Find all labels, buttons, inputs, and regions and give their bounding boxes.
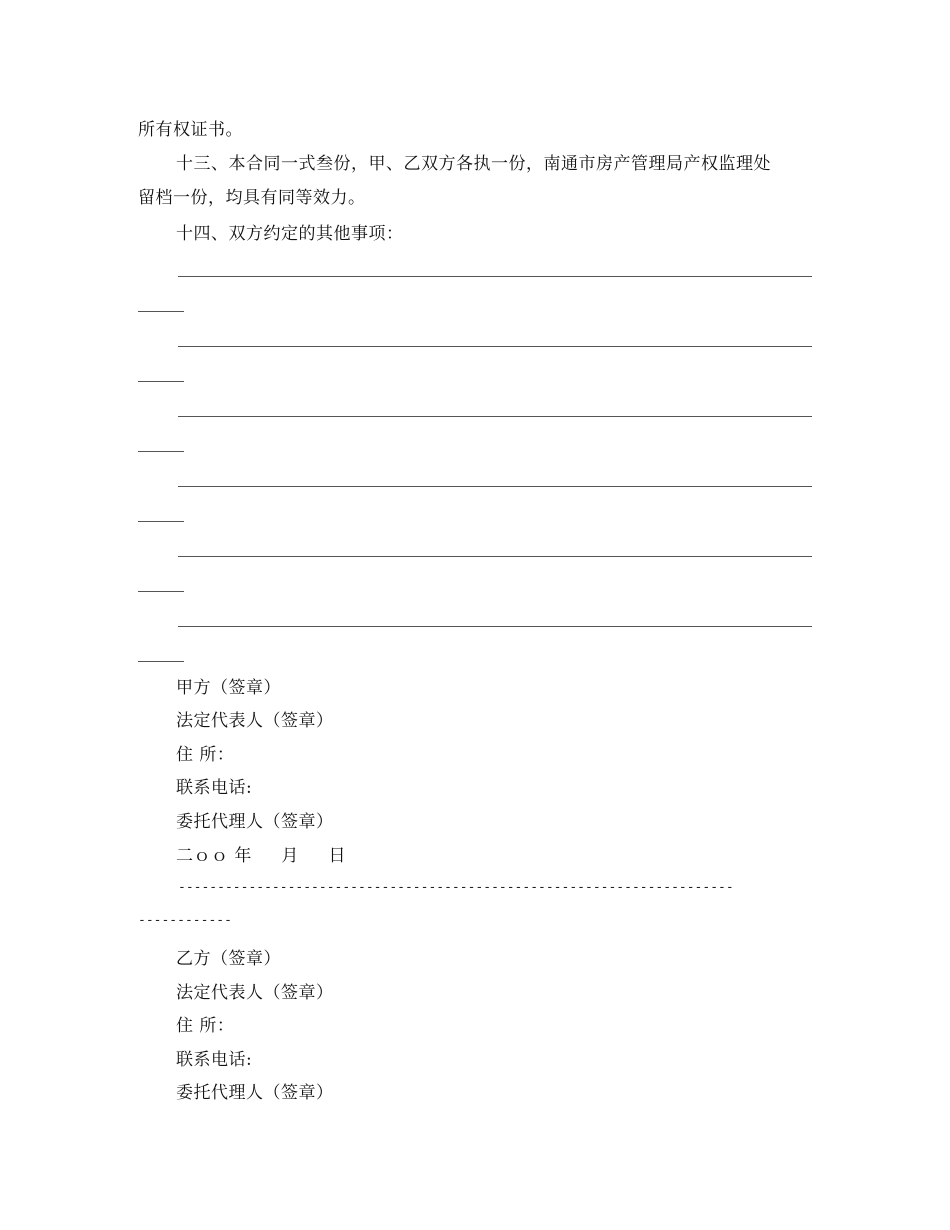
blank-line-continuation	[138, 311, 184, 312]
party-a-date: 二ｏｏ 年 月 日	[176, 846, 346, 866]
blank-line-continuation	[138, 451, 184, 452]
separator-dashes-line-1: -----------------------------------------------------------------------	[178, 880, 734, 895]
blank-line-continuation	[138, 661, 184, 662]
party-a-label: 甲方（签章）	[176, 678, 281, 698]
party-b-agent: 委托代理人（签章）	[176, 1083, 334, 1103]
blank-line-continuation	[138, 381, 184, 382]
party-a-agent: 委托代理人（签章）	[176, 812, 334, 832]
separator-dashes-line-2: ------------	[138, 913, 232, 928]
clause-13-line-2: 留档一份，均具有同等效力。	[138, 188, 366, 208]
blank-line	[178, 626, 812, 627]
party-a-address: 住 所：	[176, 745, 235, 765]
clause-14-heading: 十四、双方约定的其他事项：	[176, 224, 404, 244]
party-a-legal-rep: 法定代表人（签章）	[176, 711, 334, 731]
party-b-phone: 联系电话:	[176, 1050, 253, 1070]
blank-line-continuation	[138, 591, 184, 592]
clause-13-line-1: 十三、本合同一式叁份，甲、乙双方各执一份，南通市房产管理局产权监理处	[176, 154, 771, 174]
blank-line	[178, 556, 812, 557]
party-b-label: 乙方（签章）	[176, 949, 281, 969]
party-a-phone: 联系电话:	[176, 778, 253, 798]
blank-line	[178, 276, 812, 277]
blank-line-continuation	[138, 521, 184, 522]
party-b-address: 住 所：	[176, 1016, 235, 1036]
blank-line	[178, 486, 812, 487]
blank-line	[178, 346, 812, 347]
paragraph-ownership-certificate: 所有权证书。	[138, 120, 243, 140]
blank-line	[178, 416, 812, 417]
party-b-legal-rep: 法定代表人（签章）	[176, 983, 334, 1003]
